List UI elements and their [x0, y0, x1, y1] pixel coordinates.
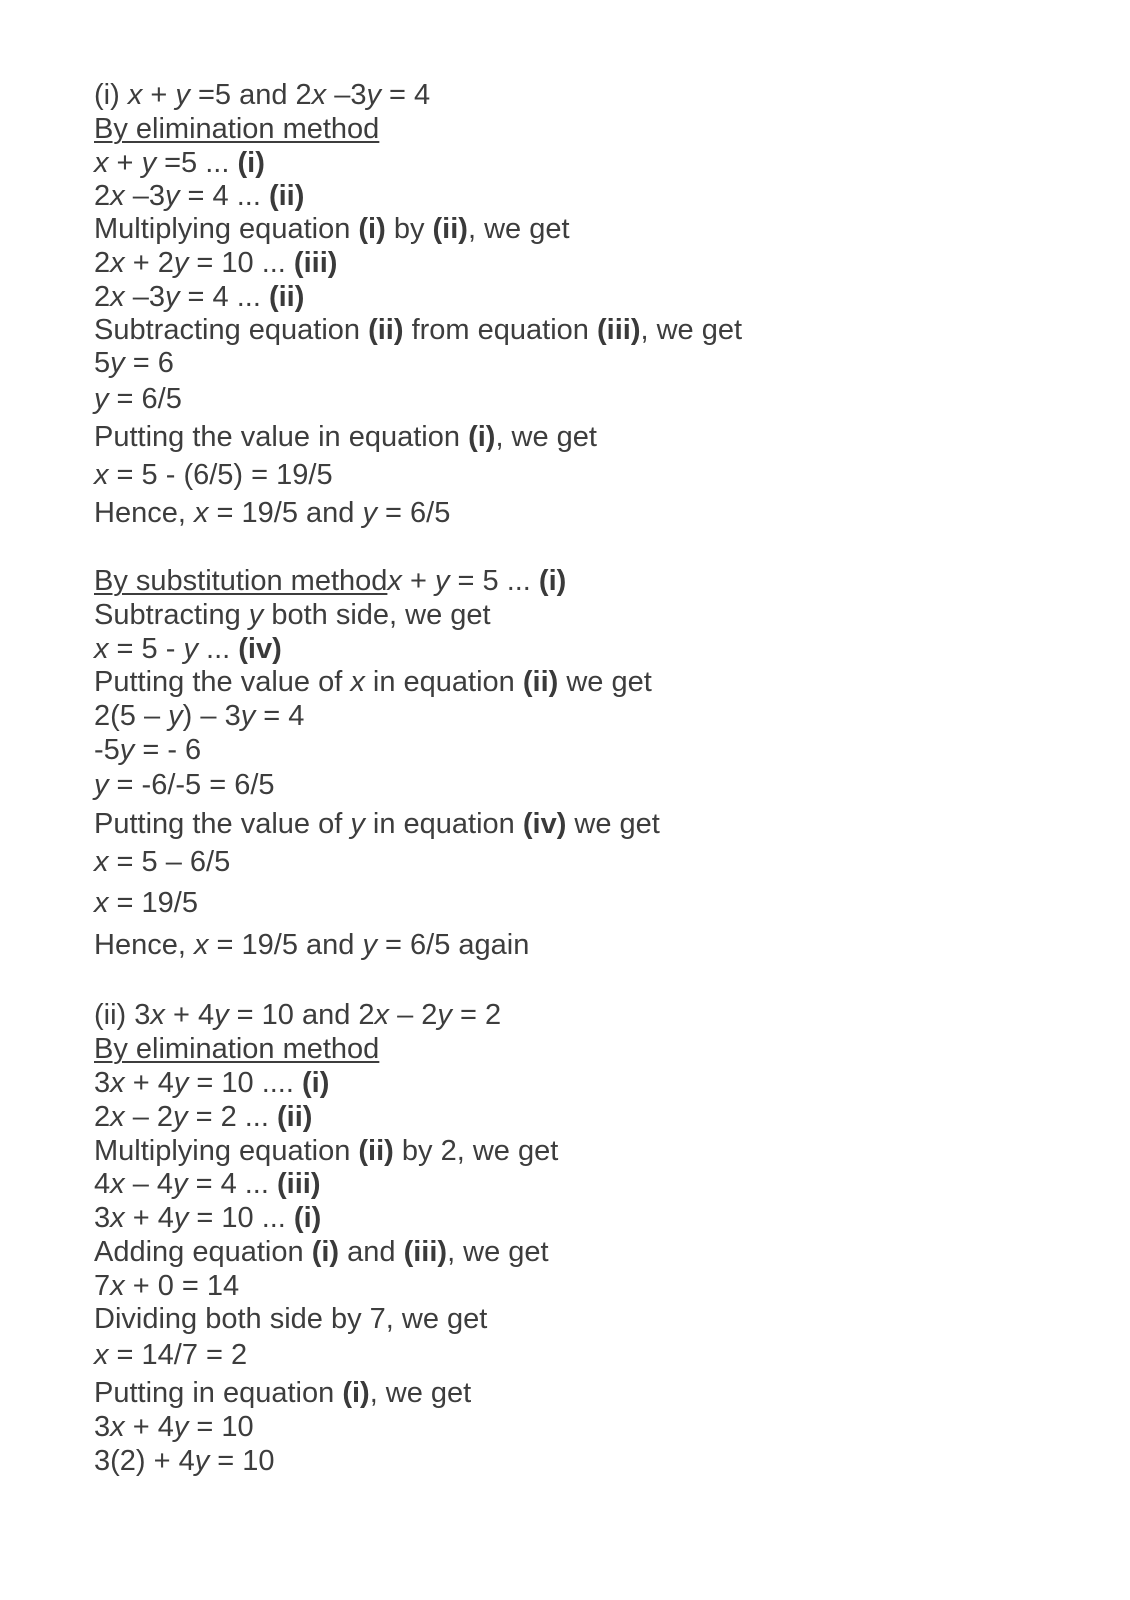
text-run: x: [94, 147, 109, 179]
text-run: (iii): [293, 247, 338, 279]
text-run: (i): [311, 1236, 340, 1268]
text-line: [94, 632, 282, 666]
text-run: 3: [94, 1411, 111, 1443]
text-run: x: [110, 1270, 125, 1302]
text-line: [94, 807, 660, 841]
text-run: (ii): [276, 1101, 313, 1133]
text-line: [94, 382, 182, 416]
text-run: y: [437, 999, 452, 1031]
text-run: both side, we get: [263, 599, 491, 631]
text-line: [94, 1066, 329, 1100]
text-run: x: [110, 1202, 125, 1234]
text-run: 2: [94, 247, 111, 279]
text-run: x: [110, 180, 125, 212]
text-run: = 19/5 and: [208, 497, 363, 529]
text-run: , we get: [369, 1377, 472, 1409]
text-line: [94, 768, 275, 802]
text-line: [94, 845, 230, 879]
text-run: -5: [94, 734, 120, 766]
text-run: y: [240, 700, 256, 732]
text-line: [94, 146, 265, 180]
text-run: Subtracting: [94, 599, 249, 631]
text-run: = 6/5 again: [376, 929, 530, 961]
text-run: Putting the value of: [94, 666, 351, 698]
text-run: = 5 ...: [449, 565, 539, 597]
text-run: = 19/5 and: [208, 929, 363, 961]
text-run: –3: [124, 180, 165, 212]
text-line: [94, 78, 430, 112]
text-run: 3: [94, 1202, 111, 1234]
text-run: 3(2) + 4: [94, 1445, 195, 1477]
text-run: y: [94, 383, 109, 415]
text-run: x: [94, 1339, 109, 1371]
text-run: (ii): [268, 281, 305, 313]
text-run: in equation: [364, 808, 523, 840]
text-run: = 6: [124, 347, 174, 379]
text-run: = 10 ...: [188, 1202, 294, 1234]
text-run: (i): [468, 421, 496, 453]
text-run: x: [193, 929, 209, 961]
text-run: x: [311, 79, 327, 111]
text-run: (ii): [522, 666, 559, 698]
text-line: [94, 1235, 549, 1269]
text-run: + 4: [124, 1202, 174, 1234]
text-run: Hence,: [94, 929, 194, 961]
text-run: y: [248, 599, 264, 631]
text-run: by 2, we get: [393, 1135, 559, 1167]
text-run: y: [173, 1411, 189, 1443]
text-run: (ii): [268, 180, 305, 212]
text-run: y: [119, 734, 135, 766]
text-run: = -6/-5 = 6/5: [108, 769, 275, 801]
text-run: and: [339, 1236, 404, 1268]
text-line: [94, 928, 529, 962]
text-line: [94, 346, 174, 380]
text-run: x: [387, 565, 402, 597]
text-run: – 4: [124, 1168, 174, 1200]
text-line: [94, 112, 379, 146]
text-run: y: [173, 1067, 189, 1099]
text-line: [94, 564, 566, 598]
text-run: = 4 ...: [187, 1168, 277, 1200]
text-run: ) – 3: [182, 700, 241, 732]
text-run: 4: [94, 1168, 111, 1200]
text-run: , we get: [447, 1236, 549, 1268]
text-run: (i): [94, 79, 128, 111]
text-line: [94, 665, 652, 699]
text-run: x: [127, 79, 143, 111]
text-run: Putting the value of: [94, 808, 351, 840]
text-run: x: [150, 999, 165, 1031]
text-run: x: [374, 999, 390, 1031]
text-run: = 5 -: [108, 633, 184, 665]
text-run: 2: [94, 281, 111, 313]
text-run: y: [168, 700, 183, 732]
text-run: Dividing both side by 7, we get: [94, 1303, 488, 1335]
text-run: = 6/5: [108, 383, 182, 415]
text-line: [94, 1410, 254, 1444]
text-run: 5: [94, 347, 111, 379]
text-run: Putting the value in equation: [94, 421, 469, 453]
text-line: [94, 179, 304, 213]
text-line: [94, 313, 742, 347]
text-run: y: [94, 769, 109, 801]
text-run: x: [350, 666, 365, 698]
text-line: [94, 998, 501, 1032]
text-run: we get: [558, 666, 652, 698]
text-run: ...: [197, 633, 239, 665]
text-run: = 4: [255, 700, 305, 732]
text-run: Putting in equation: [94, 1377, 343, 1409]
text-run: x: [110, 281, 125, 313]
text-line: [94, 1269, 239, 1303]
text-run: (iii): [596, 314, 641, 346]
text-line: [94, 1376, 471, 1410]
text-run: = 10: [209, 1445, 275, 1477]
text-line: [94, 1032, 379, 1066]
text-run: = 10 ....: [188, 1067, 302, 1099]
text-run: x: [110, 1067, 125, 1099]
text-line: [94, 1444, 275, 1478]
text-run: = 19/5: [108, 887, 198, 919]
text-run: = 2: [451, 999, 502, 1031]
text-run: (i): [342, 1377, 370, 1409]
text-run: y: [434, 565, 450, 597]
text-run: y: [173, 1202, 189, 1234]
text-run: +: [108, 147, 142, 179]
text-run: = - 6: [134, 734, 202, 766]
text-run: , we get: [495, 421, 597, 453]
text-run: (ii) 3: [94, 999, 151, 1031]
text-run: y: [164, 180, 180, 212]
text-run: + 4: [124, 1067, 174, 1099]
text-run: (iv): [522, 808, 567, 840]
text-run: (iii): [276, 1168, 321, 1200]
text-run: =5 and 2: [189, 79, 312, 111]
text-run: 3: [94, 1067, 111, 1099]
text-line: [94, 496, 450, 530]
text-run: in equation: [364, 666, 523, 698]
text-run: + 0 = 14: [124, 1270, 240, 1302]
text-line: [94, 1302, 487, 1336]
text-run: y: [173, 1101, 188, 1133]
text-run: x: [94, 459, 109, 491]
text-run: By elimination method: [94, 113, 380, 145]
text-run: (iv): [238, 633, 282, 665]
text-run: we get: [566, 808, 660, 840]
text-run: = 4 ...: [179, 281, 269, 313]
text-run: –3: [326, 79, 367, 111]
text-run: y: [366, 79, 381, 111]
text-run: = 14/7 = 2: [108, 1339, 248, 1371]
text-line: [94, 1134, 558, 1168]
text-line: [94, 598, 491, 632]
text-run: (iii): [403, 1236, 448, 1268]
text-run: – 2: [389, 999, 438, 1031]
text-run: = 6/5: [376, 497, 451, 529]
text-run: By elimination method: [94, 1033, 380, 1065]
text-line: [94, 420, 597, 454]
text-line: [94, 280, 304, 314]
text-run: 7: [94, 1270, 111, 1302]
text-run: Hence,: [94, 497, 194, 529]
text-run: y: [175, 79, 190, 111]
text-run: 2: [94, 180, 111, 212]
text-run: x: [110, 1411, 125, 1443]
text-run: y: [164, 281, 180, 313]
text-run: y: [350, 808, 365, 840]
text-run: 2: [94, 1101, 111, 1133]
text-run: + 4: [124, 1411, 174, 1443]
text-run: Adding equation: [94, 1236, 312, 1268]
text-run: y: [362, 929, 377, 961]
text-run: = 10 and 2: [228, 999, 375, 1031]
text-run: x: [110, 1101, 125, 1133]
text-run: from equation: [403, 314, 597, 346]
text-run: = 5 - (6/5) = 19/5: [108, 459, 333, 491]
text-run: y: [362, 497, 377, 529]
text-run: = 4 ...: [179, 180, 269, 212]
text-run: +: [401, 565, 435, 597]
text-line: [94, 1201, 321, 1235]
text-run: By substitution method: [94, 565, 388, 597]
text-run: 2(5 –: [94, 700, 169, 732]
text-run: = 2 ...: [187, 1101, 277, 1133]
text-line: [94, 212, 570, 246]
text-line: [94, 1100, 312, 1134]
text-run: (i): [237, 147, 265, 179]
text-line: [94, 886, 198, 920]
text-run: y: [110, 347, 125, 379]
text-run: + 4: [164, 999, 215, 1031]
text-line: [94, 1167, 320, 1201]
text-run: y: [141, 147, 157, 179]
text-line: [94, 1338, 247, 1372]
text-run: –3: [124, 281, 165, 313]
text-run: Multiplying equation: [94, 1135, 359, 1167]
text-run: +: [142, 79, 176, 111]
text-run: =5 ...: [156, 147, 238, 179]
text-run: y: [173, 1168, 188, 1200]
text-run: y: [194, 1445, 210, 1477]
text-run: x: [110, 1168, 125, 1200]
text-run: (ii): [432, 213, 468, 245]
text-run: = 10 ...: [188, 247, 294, 279]
text-run: , we get: [640, 314, 743, 346]
text-run: = 5 – 6/5: [108, 846, 231, 878]
text-run: (i): [301, 1067, 330, 1099]
text-run: + 2: [124, 247, 174, 279]
text-run: , we get: [467, 213, 570, 245]
text-run: Multiplying equation: [94, 213, 359, 245]
text-run: (ii): [368, 314, 404, 346]
text-run: x: [193, 497, 209, 529]
text-run: x: [94, 633, 109, 665]
text-run: = 4: [380, 79, 431, 111]
text-run: = 10: [188, 1411, 254, 1443]
text-run: y: [173, 247, 189, 279]
text-run: x: [94, 887, 109, 919]
text-run: y: [214, 999, 229, 1031]
text-run: (i): [538, 565, 567, 597]
text-run: – 2: [124, 1101, 174, 1133]
text-run: by: [385, 213, 433, 245]
text-run: (ii): [358, 1135, 394, 1167]
text-line: [94, 246, 337, 280]
text-run: Subtracting equation: [94, 314, 369, 346]
text-run: y: [183, 633, 198, 665]
text-line: [94, 733, 201, 767]
text-run: (i): [358, 213, 386, 245]
text-line: [94, 699, 304, 733]
text-run: x: [110, 247, 125, 279]
text-run: (i): [293, 1202, 322, 1234]
text-line: [94, 458, 333, 492]
text-run: x: [94, 846, 109, 878]
